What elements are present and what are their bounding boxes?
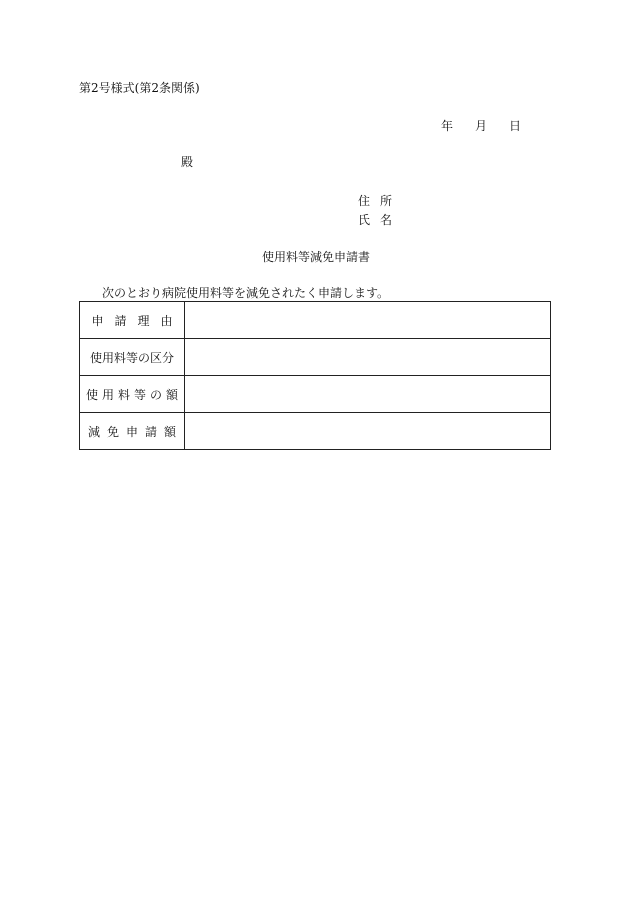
- fee-amount-field[interactable]: [185, 376, 551, 413]
- row-label-fee-amount: 使用料等の額: [80, 376, 185, 413]
- document-title: 使用料等減免申請書: [262, 250, 371, 264]
- table-row: [80, 339, 551, 376]
- address-label: 住所: [358, 194, 403, 208]
- date-day: 日: [509, 119, 522, 133]
- date-month: 月: [475, 119, 488, 133]
- date-year: 年: [441, 119, 454, 133]
- application-table: [79, 301, 551, 450]
- table-row: [80, 376, 551, 413]
- date-line: [441, 120, 521, 132]
- fee-category-field[interactable]: [185, 339, 551, 376]
- table-row: [80, 302, 551, 339]
- intro-text: 次のとおり病院使用料等を減免されたく申請します。: [102, 286, 390, 300]
- row-label-fee-category: 使用料等の区分: [80, 339, 185, 376]
- form-number: 第2号様式(第2条関係): [79, 81, 200, 95]
- row-label-exemption-amount: 減免申請額: [80, 413, 185, 450]
- table-row: [80, 413, 551, 450]
- exemption-amount-field[interactable]: [185, 413, 551, 450]
- row-label-reason: 申請理由: [80, 302, 185, 339]
- name-label: 氏名: [358, 213, 403, 227]
- addressee-suffix: 殿: [181, 155, 194, 169]
- reason-field[interactable]: [185, 302, 551, 339]
